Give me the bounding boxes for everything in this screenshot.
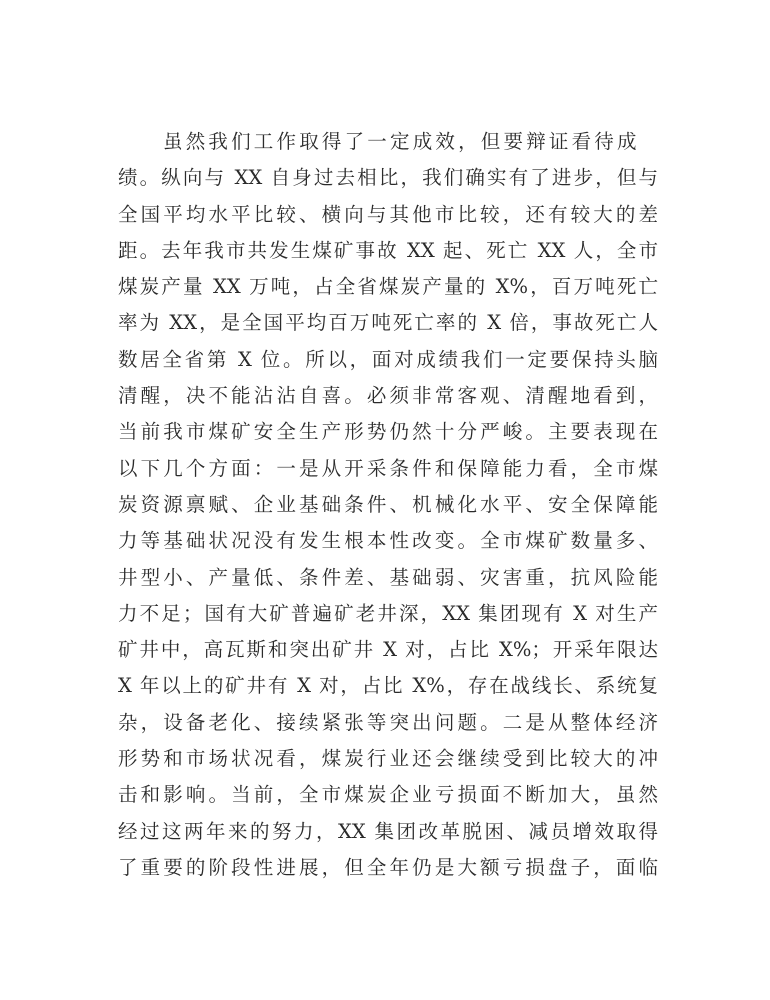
text-line: 煤炭产量 XX 万吨，占全省煤炭产量的 X%，百万吨死亡 <box>118 275 658 299</box>
text-line: 了重要的阶段性进展，但全年仍是大额亏损盘子，面临 <box>118 855 658 879</box>
text-line: 杂，设备老化、接续紧张等突出问题。二是从整体经济 <box>118 710 658 734</box>
text-line: 以下几个方面：一是从开采条件和保障能力看，全市煤 <box>118 456 658 480</box>
text-line: 炭资源禀赋、企业基础条件、机械化水平、安全保障能 <box>118 492 658 516</box>
text-line: X 年以上的矿井有 X 对，占比 X%，存在战线长、系统复 <box>118 674 658 698</box>
text-line: 形势和市场状况看，煤炭行业还会继续受到比较大的冲 <box>118 747 658 771</box>
text-line: 清醒，决不能沾沾自喜。必须非常客观、清醒地看到， <box>118 384 658 408</box>
text-line: 经过这两年来的努力，XX 集团改革脱困、减员增效取得 <box>118 819 658 843</box>
text-line: 当前我市煤矿安全生产形势仍然十分严峻。主要表现在 <box>118 420 658 444</box>
text-line: 井型小、产量低、条件差、基础弱、灾害重，抗风险能 <box>118 565 658 589</box>
body-paragraph <box>118 124 658 886</box>
text-line: 数居全省第 X 位。所以，面对成绩我们一定要保持头脑 <box>118 347 658 371</box>
text-line: 虽然我们工作取得了一定成效，但要辩证看待成 <box>163 130 640 153</box>
text-line: 率为 XX，是全国平均百万吨死亡率的 X 倍，事故死亡人 <box>118 311 658 335</box>
text-line: 力等基础状况没有发生根本性改变。全市煤矿数量多、 <box>118 529 658 553</box>
text-line: 全国平均水平比较、横向与其他市比较，还有较大的差 <box>118 202 658 226</box>
text-line: 距。去年我市共发生煤矿事故 XX 起、死亡 XX 人，全市 <box>118 238 658 262</box>
text-line: 击和影响。当前，全市煤炭企业亏损面不断加大，虽然 <box>118 783 658 807</box>
text-line: 力不足；国有大矿普遍矿老井深，XX 集团现有 X 对生产 <box>118 601 658 625</box>
text-line: 矿井中，高瓦斯和突出矿井 X 对，占比 X%；开采年限达 <box>118 638 658 662</box>
text-line: 绩。纵向与 XX 自身过去相比，我们确实有了进步，但与 <box>118 166 658 190</box>
